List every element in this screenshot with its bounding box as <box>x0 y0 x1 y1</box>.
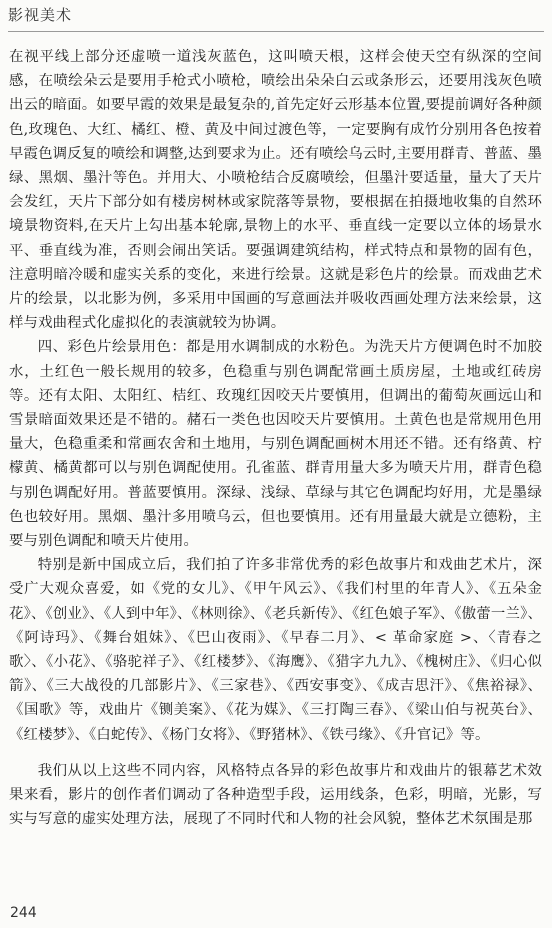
paragraph-paint-colors: 四、彩色片绘景用色：都是用水调制成的水粉色。为洗天片方便调色时不加胶水，土红色一般长规用的较多，色稳重与别色调配常画土质房屋，土地或红砖房等。还有太阳、太阳红、桔红、玫瑰红因咬天片要慎用，但调出的葡萄灰画远山和雪景暗面效果还是不错的。赭石一类色也因咬天片要慎用。土黄色也是常规用色用量大，色稳重柔和常画农舍和土地用，与别色调配画树木用还不错。还有络黄、柠檬黄、橘黄都可以与别色调配使用。孔雀蓝、群青用量大多为喷天片用，群青色稳与别色调配好用。普蓝要慎用。深绿、浅绿、草绿与其它色调配均好用，尤是墨绿色也较好用。黑烟、墨汁多用喷乌云，但也要慎用。还有用量最大就是立德粉，主要与别色调配和喷天片使用。 <box>9 339 542 550</box>
paragraph-film-list: 特别是新中国成立后，我们拍了许多非常优秀的彩色故事片和戏曲艺术片，深受广大观众喜爱，如《党的女儿》、《甲午风云》、《我们村里的年青人》、《五朵金花》、《创业》、《人到中年》、《林则徐》、《老兵新传》、《红色娘子军》、《傲蕾一兰》、《阿诗玛》、《舞台姐妹》、《巴山夜雨》、《早春二月》、< 革命家庭 >、〈青春之歌〉、《小花》、《骆驼祥子》、《红楼梦》、《海鹰》、《猎字九九》、《槐树庄》、《归心似箭》、《三大战役的几部影片》、《三家巷》、《西安事变》、《成吉思汗》、《焦裕禄》、《国歌》等，戏曲片《铡美案》、《花为媒》、《三打陶三春》、《梁山伯与祝英台》、《红楼梦》、《白蛇传》、《杨门女将》、《野猪林》、《铁弓缘》、《升官记》等。 <box>9 557 542 743</box>
page-number: 244 <box>10 905 37 921</box>
body-text <box>9 45 542 832</box>
paragraph-sky-painting: 在视平线上部分还虚喷一道浅灰蓝色，这叫喷天根，这样会使天空有纵深的空间感，在喷绘朵云是要用手枪式小喷枪，喷绘出朵朵白云或条形云，还要用浅灰色喷出云的暗面。如要早霞的效果是最复杂的,首先定好云形基本位置,要提前调好各种颜色,玫瑰色、大红、橘红、橙、黄及中间过渡色等，一定要胸有成竹分别用各色按着早霞色调反复的喷绘和调整,达到要求为止。还有喷绘乌云时,主要用群青、普蓝、墨绿、黑烟、墨汁等色。并用大、小喷枪结合反腐喷绘，但墨汁要适量，量大了天片会发红，天片下部分如有楼房树林或家院落等景物，要根据在拍摄地收集的自然环境景物资料,在天片上勾出基本轮廓,景物上的水平、垂直线一定要以立体的场景水平、垂直线为准，否则会闹出笑话。要强调建筑结构，样式特点和景物的固有色，注意明暗冷暖和虚实关系的变化，来进行绘景。这就是彩色片的绘景。而戏曲艺术片的绘景，以北影为例，多采用中国画的写意画法并吸收西画处理方法来绘景，这样与戏曲程式化虚拟化的表演就较为协调。 <box>9 49 542 332</box>
header-rule <box>8 31 544 32</box>
paragraph-artistic-effect: 我们从以上这些不同内容，风格特点各异的彩色故事片和戏曲片的银幕艺术效果来看，影片的创作者们调动了各种造型手段，运用线条，色彩，明暗，光影，写实与写意的虚实处理方法，展现了不同时代和人物的社会风貌，整体艺术氛围是那 <box>9 762 542 828</box>
running-title: 影视美术 <box>8 6 73 24</box>
